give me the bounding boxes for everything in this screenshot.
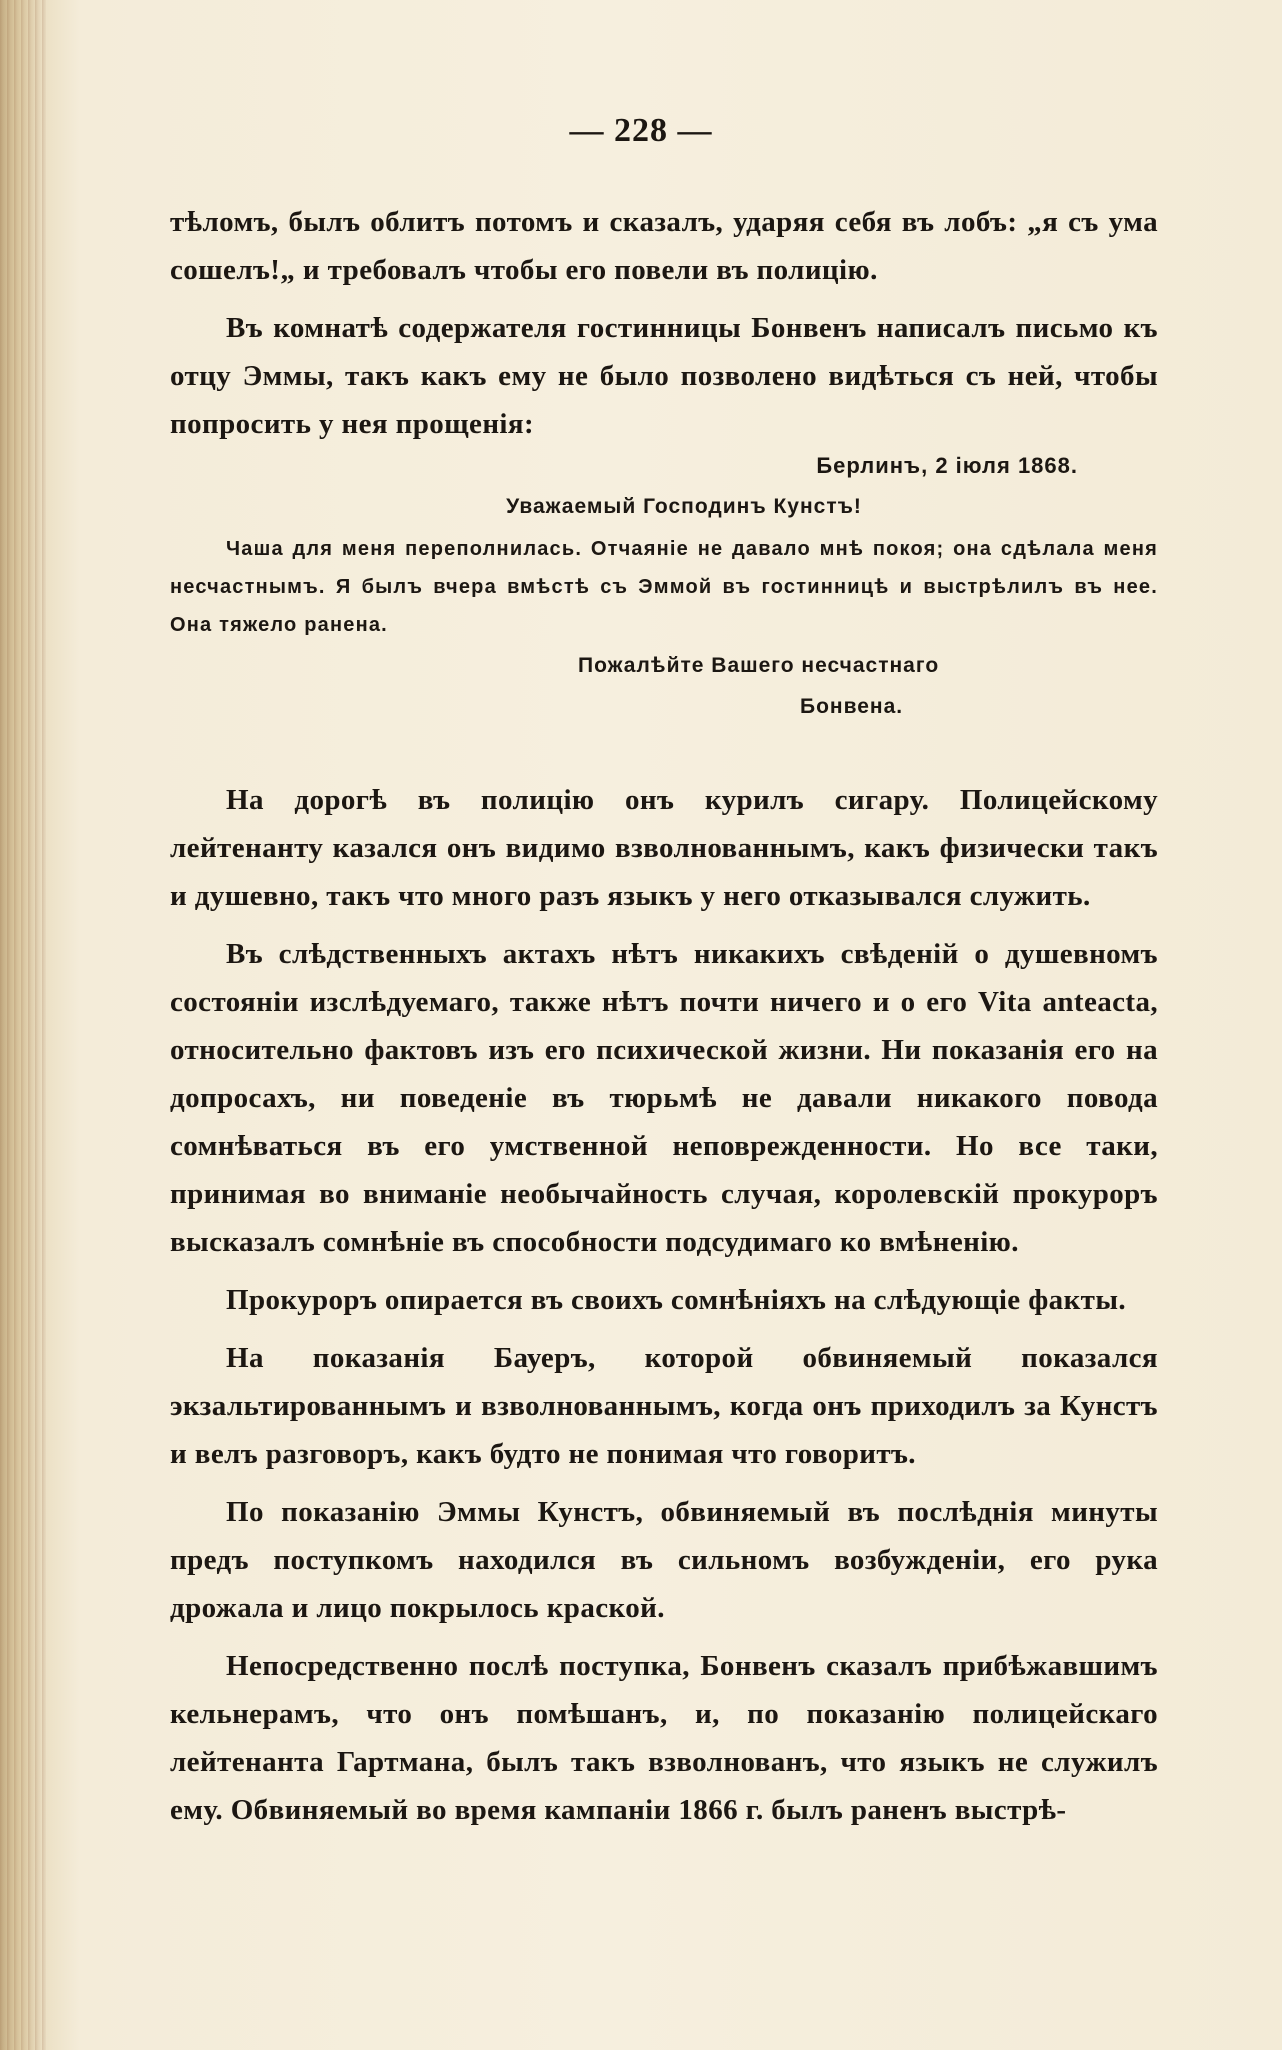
- main-text: [170, 776, 1158, 1834]
- letter-date: Берлинъ, 2 іюля 1868.: [816, 453, 1078, 478]
- paragraph: Непосредственно послѣ поступка, Бонвенъ сказалъ прибѣжавшимъ кельнерамъ, что онъ помѣшанъ, и, по показанію полицейскаго лейтенанта Гартмана, былъ такъ взволнованъ, что языкъ не служилъ ему. Обвиняемый во время кампаніи 1866 г. былъ раненъ выстрѣ-: [170, 1650, 1158, 1826]
- paragraph-letter-intro: Въ комнатѣ содержателя гостинницы Бонвенъ написалъ письмо къ отцу Эммы, такъ какъ ему не было позволено видѣться съ ней, чтобы попросить у нея прощенія:: [170, 312, 1158, 440]
- letter-closing: Пожалѣйте Вашего несчастнаго: [578, 654, 940, 677]
- letter-salutation: Уважаемый Господинъ Кунстъ!: [506, 495, 862, 518]
- intro-text: [170, 198, 1158, 448]
- letter-signature: Бонвена.: [800, 695, 904, 718]
- paragraph: По показанію Эммы Кунстъ, обвиняемый въ послѣднія минуты предъ поступкомъ находился въ сильномъ возбужденіи, его рука дрожала и лицо покрылось краской.: [170, 1496, 1158, 1624]
- page-binding-edge: [0, 0, 46, 2050]
- paragraph: На дорогѣ въ полицію онъ курилъ сигару. Полицейскому лейтенанту казался онъ видимо взволнованнымъ, какъ физически такъ и душевно, такъ что много разъ языкъ у него отказывался служить.: [170, 784, 1158, 912]
- page-number: — 228 —: [569, 112, 713, 149]
- paragraph: Прокуроръ опирается въ своихъ сомнѣніяхъ на слѣдующіе факты.: [226, 1284, 1127, 1316]
- quoted-letter: [170, 446, 1158, 728]
- paragraph: Въ слѣдственныхъ актахъ нѣтъ никакихъ свѣденій о душевномъ состояніи изслѣдуемаго, также нѣтъ почти ничего и о его Vita anteacta, относительно фактовъ изъ его психической жизни. Ни показанія его на допросахъ, ни поведеніе въ тюрьмѣ не давали никакого повода сомнѣваться въ его умственной неповрежденности. Но все таки, принимая во вниманіе необычайность случая, королевскій прокуроръ высказалъ сомнѣніе въ способности подсудимаго ко вмѣненію.: [170, 938, 1158, 1258]
- letter-body: Чаша для меня переполнилась. Отчаяніе не давало мнѣ покоя; она сдѣлала меня несчастнымъ. Я былъ вчера вмѣстѣ съ Эммой въ гостинницѣ и выстрѣлилъ въ нее. Она тяжело ранена.: [170, 538, 1158, 636]
- paragraph-continuation: тѣломъ, былъ облитъ потомъ и сказалъ, ударяя себя въ лобъ: „я съ ума сошелъ!„ и требовалъ чтобы его повели въ полицію.: [170, 206, 1158, 286]
- paragraph: На показанія Бауеръ, которой обвиняемый показался экзальтированнымъ и взволнованнымъ, когда онъ приходилъ за Кунстъ и велъ разговоръ, какъ будто не понимая что говоритъ.: [170, 1342, 1158, 1470]
